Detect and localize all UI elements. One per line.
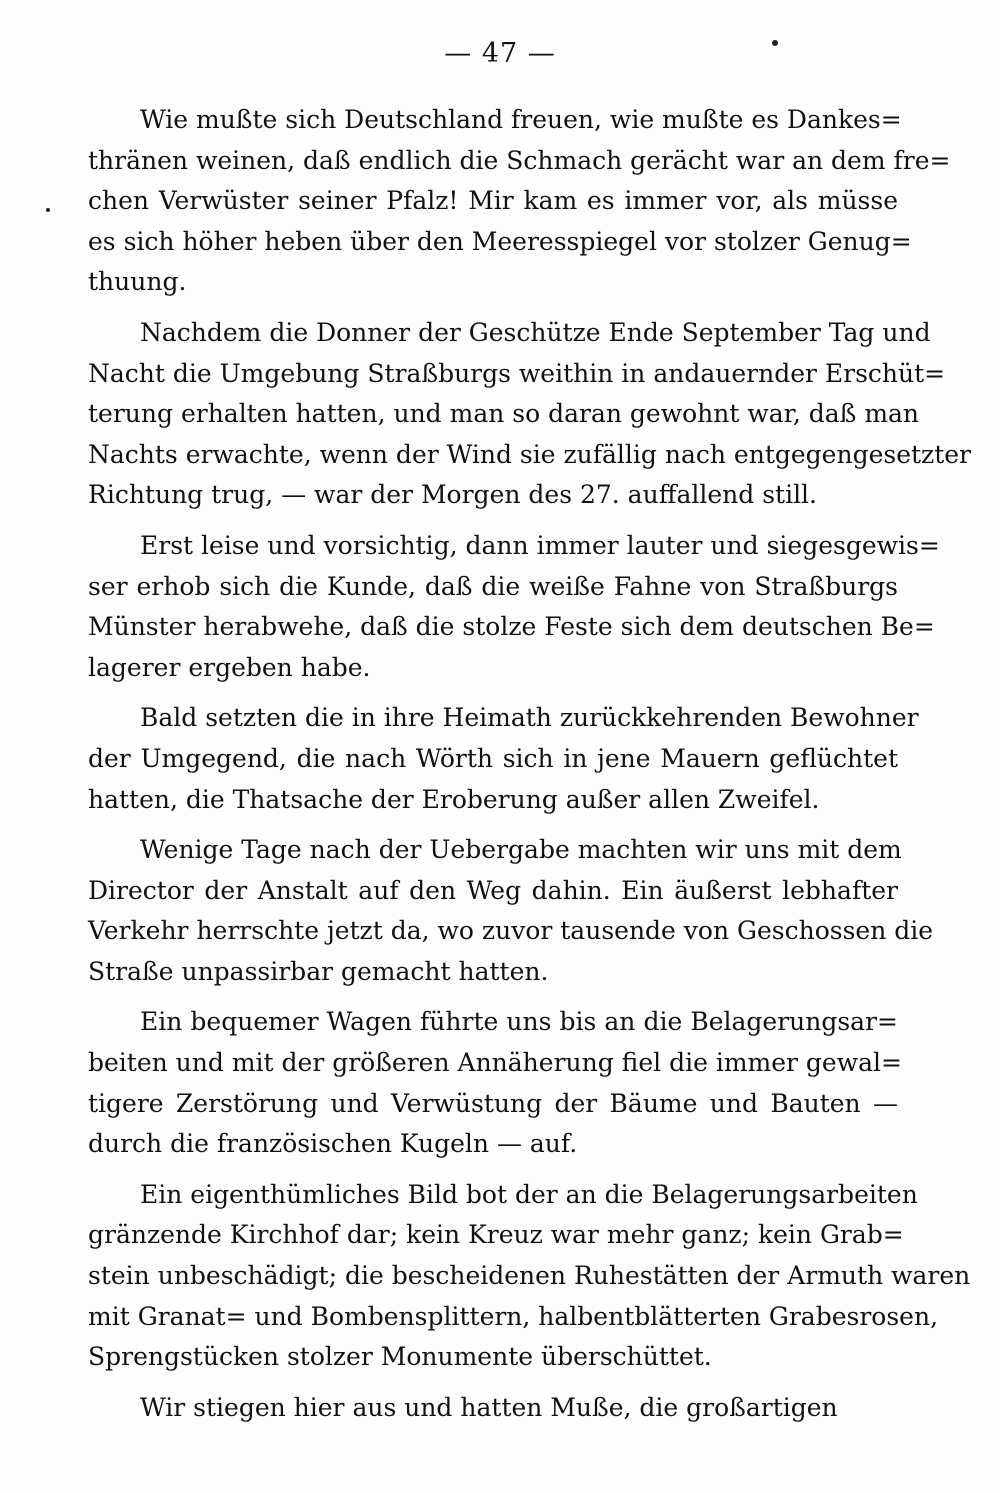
text-line: chen Verwüster seiner Pfalz! Mir kam es immer vor, als müsse: [88, 186, 898, 216]
text-line: Nachdem die Donner der Geschütze Ende September Tag und: [140, 317, 931, 347]
text-line: mit Granat= und Bombensplittern, halbentblätterten Grabesrosen,: [88, 1301, 939, 1331]
paragraph: [88, 1388, 898, 1429]
paragraph: [88, 698, 919, 820]
text-line: terung erhalten hatten, und man so daran gewohnt war, daß man: [88, 399, 920, 429]
text-line: tigere Zerstörung und Verwüstung der Bäume und Bauten —: [88, 1088, 898, 1118]
text-line: lagerer ergeben habe.: [88, 652, 371, 682]
text-line: Verkehr herrschte jetzt da, wo zuvor tausende von Geschossen die: [88, 916, 934, 946]
text-line: ser erhob sich die Kunde, daß die weiße Fahne von Straßburgs: [88, 571, 898, 601]
text-line: Wie mußte sich Deutschland freuen, wie mußte es Dankes=: [140, 105, 902, 134]
body-text: [88, 100, 971, 1438]
text-line: Nachts erwachte, wenn der Wind sie zufällig nach entgegengesetzter: [88, 439, 971, 469]
text-line: thuung.: [88, 267, 187, 297]
text-line: thränen weinen, daß endlich die Schmach gerächt war an dem fre=: [88, 145, 951, 175]
text-line: Richtung trug, — war der Morgen des 27. auffallend still.: [88, 480, 818, 510]
text-line: beiten und mit der größeren Annäherung fiel die immer gewal=: [88, 1048, 902, 1078]
text-line: Ein eigenthümliches Bild bot der an die Belagerungsarbeiten: [140, 1179, 918, 1209]
text-line: gränzende Kirchhof dar; kein Kreuz war mehr ganz; kein Grab=: [88, 1220, 904, 1250]
text-line: durch die französischen Kugeln — auf.: [88, 1129, 578, 1159]
text-line: Bald setzten die in ihre Heimath zurückkehrenden Bewohner: [140, 703, 919, 733]
paragraph: [88, 100, 951, 303]
text-line: es sich höher heben über den Meeresspiegel vor stolzer Genug=: [88, 226, 912, 256]
text-line: stein unbeschädigt; die bescheidenen Ruhestätten der Armuth waren: [88, 1261, 971, 1291]
text-line: Wenige Tage nach der Uebergabe machten wir uns mit dem: [140, 835, 902, 865]
ink-speck: [46, 208, 50, 212]
text-line: Wir stiegen hier aus und hatten Muße, die großartigen: [140, 1392, 838, 1422]
text-line: Director der Anstalt auf den Weg dahin. Ein äußerst lebhafter: [88, 875, 898, 905]
paragraph: [88, 1002, 902, 1164]
text-line: Sprengstücken stolzer Monumente überschüttet.: [88, 1342, 712, 1372]
text-line: hatten, die Thatsache der Eroberung außer allen Zweifel.: [88, 784, 820, 814]
page-number: — 47 —: [444, 38, 556, 69]
paragraph: [88, 1175, 971, 1378]
paragraph: [88, 830, 934, 992]
text-line: Straße unpassirbar gemacht hatten.: [88, 956, 549, 986]
text-line: Nacht die Umgebung Straßburgs weithin in andauernder Erschüt=: [88, 358, 946, 388]
text-line: Münster herabwehe, daß die stolze Feste sich dem deutschen Be=: [88, 612, 935, 642]
ink-speck: [772, 40, 778, 46]
paragraph: [88, 313, 971, 516]
text-line: Erst leise und vorsichtig, dann immer lauter und siegesgewis=: [140, 530, 940, 560]
paragraph: [88, 526, 940, 688]
text-line: der Umgegend, die nach Wörth sich in jene Mauern geflüchtet: [88, 743, 898, 773]
text-line: Ein bequemer Wagen führte uns bis an die Belagerungsar=: [140, 1007, 898, 1037]
